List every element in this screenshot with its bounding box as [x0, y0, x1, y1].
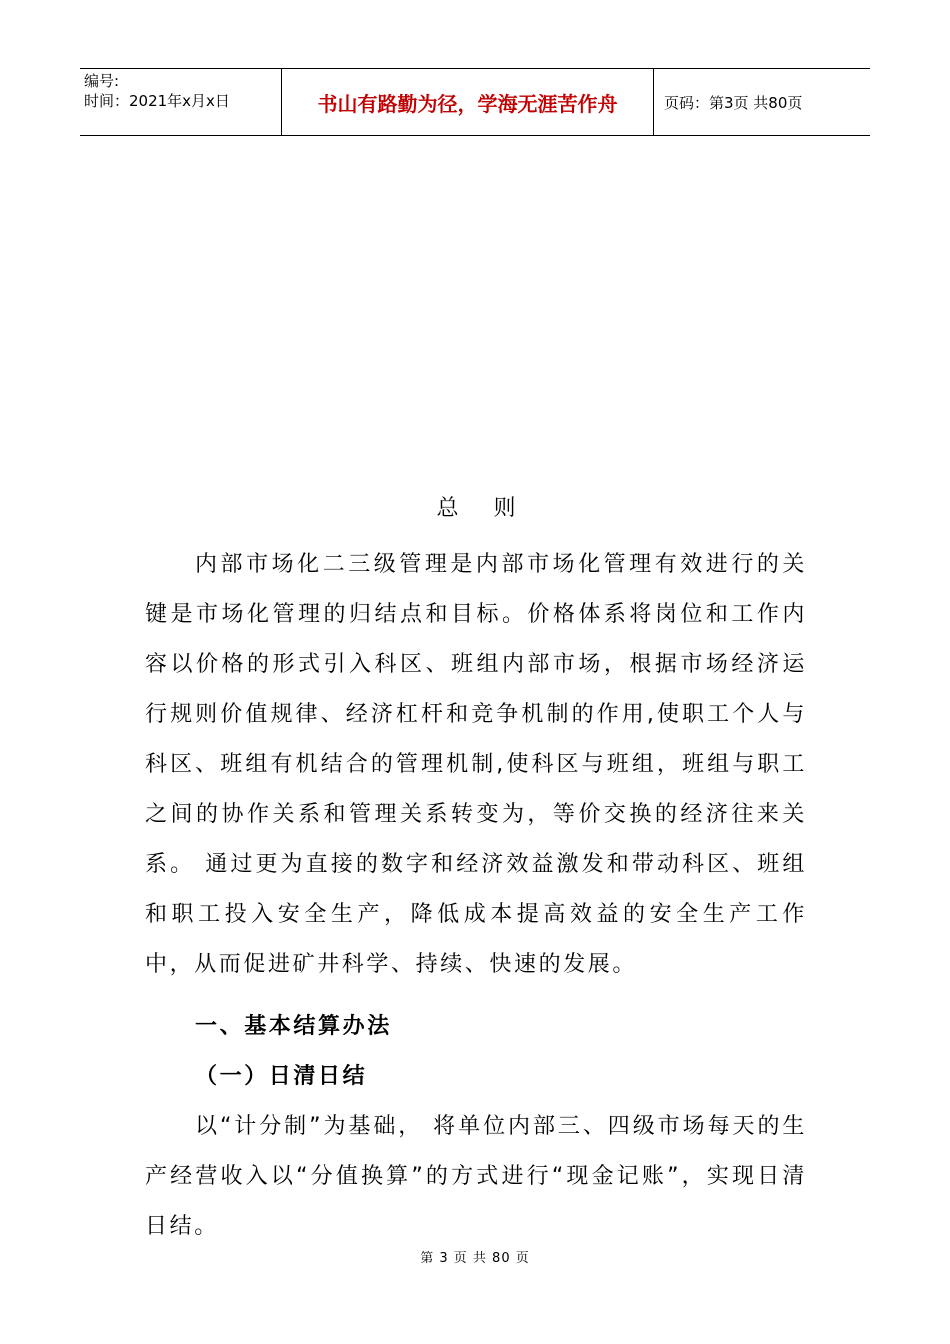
- section-title: [145, 490, 807, 528]
- document-body: [145, 490, 807, 1252]
- paragraph-1: 内部市场化二三级管理是内部市场化管理有效进行的关键是市场化管理的归结点和目标。价格体系将岗位和工作内容以价格的形式引入科区、班组内部市场，根据市场经济运行规则价值规律、经济杠杆和竞争机制的作用,使职工个人与科区、班组有机结合的管理机制,使科区与班组，班组与职工之间的协作关系和管理关系转变为，等价交换的经济往来关系。 通过更为直接的数字和经济效益激发和带动科区、班组和职工投入安全生产，降低成本提高效益的安全生产工作中，从而促进矿井科学、持续、快速的发展。: [145, 552, 807, 977]
- document-number-label: 编号:: [84, 72, 120, 90]
- page-footer: 第 3 页 共 80 页: [420, 1251, 530, 1266]
- heading-1: 一、基本结算办法: [195, 1014, 392, 1039]
- page-header: [80, 68, 870, 136]
- title-part-1: 总: [436, 496, 459, 521]
- paragraph-2: 以“计分制”为基础， 将单位内部三、四级市场每天的生产经营收入以“分值换算”的方式进行“现金记账”，实现日清日结。: [145, 1114, 807, 1239]
- heading-2: （一）日清日结: [195, 1064, 368, 1089]
- header-page-info: 页码：第3页 共80页: [664, 93, 803, 112]
- header-meta: [80, 69, 281, 135]
- document-time-label: 时间：2021年x月x日: [84, 92, 230, 110]
- header-motto: 书山有路勤为径，学海无涯苦作舟: [281, 69, 654, 135]
- title-part-2: 则: [493, 496, 516, 521]
